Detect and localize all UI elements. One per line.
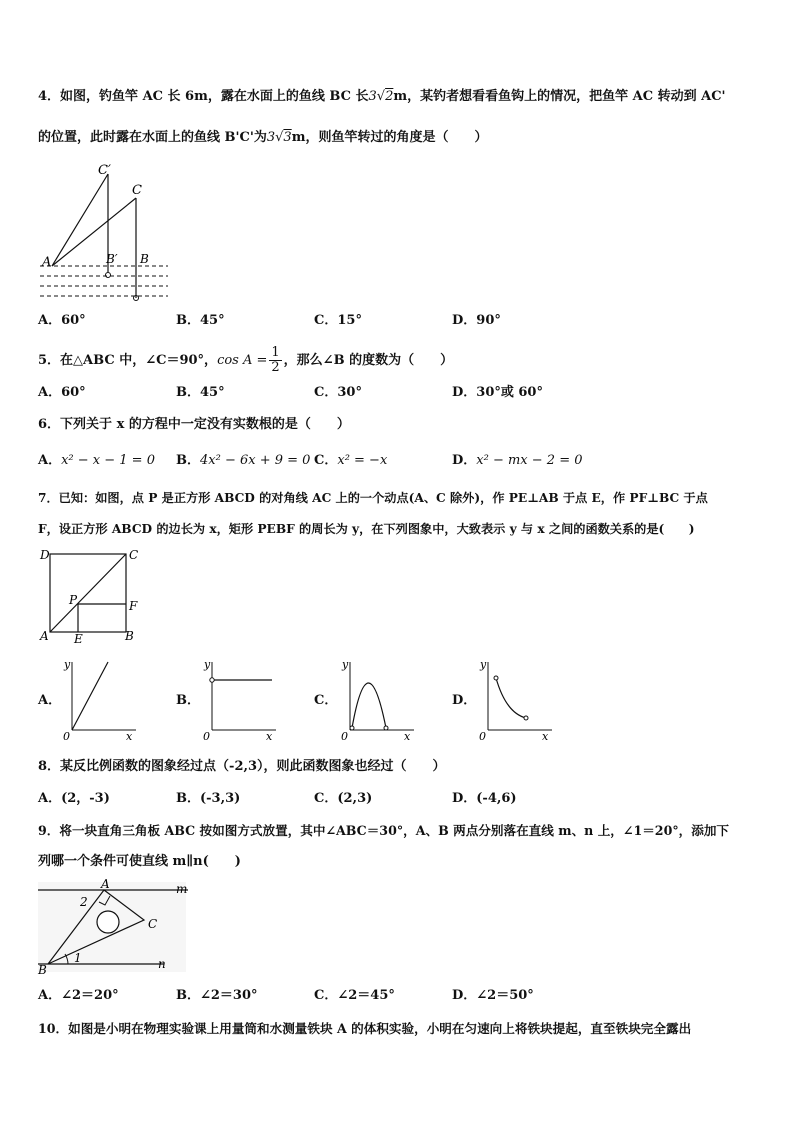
q5-cos: cos A = — [217, 353, 268, 368]
svg-text:y: y — [204, 658, 211, 671]
svg-text:x: x — [542, 730, 549, 743]
q7-label-p: P — [69, 593, 78, 607]
q7-graph-b — [200, 658, 280, 743]
q4-fishing-rod-figure — [38, 160, 178, 310]
svg-text:0: 0 — [479, 730, 486, 743]
q6-line: 6．下列关于 x 的方程中一定没有实数根的是（ ） — [38, 417, 350, 432]
q5-text-b: ，那么∠B 的度数为（ ） — [283, 353, 454, 368]
q8-option-d[interactable]: D．(-4,6) — [452, 791, 517, 806]
q4-text-b: m，某钓者想看看鱼钩上的情况，把鱼竿 AC 转动到 AC' — [393, 89, 726, 104]
q9-label-1: 1 — [74, 951, 82, 965]
svg-text:x: x — [404, 730, 411, 743]
q4-option-a[interactable]: A．60° — [38, 313, 86, 328]
q4-label-b: B — [140, 252, 149, 266]
q7-option-d[interactable]: D． — [452, 693, 477, 708]
q4-radical-1: 3√2 — [368, 89, 394, 104]
q6-option-c[interactable]: C．x² = −x — [314, 453, 388, 468]
svg-text:0: 0 — [341, 730, 348, 743]
svg-text:0: 0 — [203, 730, 210, 743]
q8-option-b[interactable]: B．(-3,3) — [176, 791, 241, 806]
q9-label-b: B — [38, 963, 47, 977]
svg-text:y: y — [342, 658, 349, 671]
q9-label-m: m — [176, 882, 188, 896]
q4-line2 — [38, 129, 487, 147]
q4-option-b[interactable]: B．45° — [176, 313, 225, 328]
q4-label-c: C — [132, 183, 142, 198]
q4-text-a: 4．如图，钓鱼竿 AC 长 6m，露在水面上的鱼线 BC 长 — [38, 89, 369, 104]
q6-option-a[interactable]: A．x² − x − 1 = 0 — [38, 453, 155, 468]
q7-option-a[interactable]: A． — [38, 693, 62, 708]
svg-text:x: x — [266, 730, 273, 743]
q9-option-b[interactable]: B．∠2＝30° — [176, 988, 258, 1003]
q9-label-a: A — [101, 877, 110, 891]
q4-label-c-prime: C′ — [98, 163, 111, 178]
q6-option-d[interactable]: D．x² − mx − 2 = 0 — [452, 453, 583, 468]
q9-option-a[interactable]: A．∠2＝20° — [38, 988, 119, 1003]
q7-option-c[interactable]: C． — [314, 693, 338, 708]
svg-text:x: x — [126, 730, 133, 743]
q7-line1: 7．已知：如图，点 P 是正方形 ABCD 的对角线 AC 上的一个动点(A、C 除外)，作 PE⊥AB 于点 E，作 PF⊥BC 于点 — [38, 491, 708, 505]
q4-label-b-prime: B′ — [106, 252, 118, 266]
svg-text:0: 0 — [63, 730, 70, 743]
q4-label-a: A — [42, 255, 52, 270]
q7-label-c: C — [129, 548, 139, 562]
q7-option-b[interactable]: B． — [176, 693, 200, 708]
q4-radical-2: 3√3 — [266, 130, 292, 145]
q6-option-b[interactable]: B．4x² − 6x + 9 = 0 — [176, 453, 311, 468]
q5-option-d[interactable]: D．30°或 60° — [452, 385, 543, 400]
q5-option-a[interactable]: A．60° — [38, 385, 86, 400]
q9-label-c: C — [148, 917, 158, 931]
q7-label-e: E — [74, 632, 83, 646]
q5-fraction: $\frac{1}{2}$ — [271, 345, 280, 375]
q5-text-a: 5．在△ABC 中，∠C＝90°， — [38, 353, 218, 368]
q9-triangle-figure — [38, 876, 198, 976]
q9-label-n: n — [158, 957, 166, 971]
q9-line1: 9．将一块直角三角板 ABC 按如图方式放置，其中∠ABC＝30°，A、B 两点分别落在直线 m、n 上，∠1＝20°，添加下 — [38, 823, 730, 838]
q7-square-figure — [38, 546, 148, 646]
svg-text:y: y — [480, 658, 487, 671]
q8-line: 8．某反比例函数的图象经过点（-2,3），则此函数图象也经过（ ） — [38, 759, 446, 774]
q7-label-d: D — [40, 548, 50, 562]
q9-option-d[interactable]: D．∠2＝50° — [452, 988, 534, 1003]
q5-option-b[interactable]: B．45° — [176, 385, 225, 400]
q7-line2: F，设正方形 ABCD 的边长为 x，矩形 PEBF 的周长为 y，在下列图象中，大致表示 y 与 x 之间的函数关系的是( ) — [38, 522, 695, 536]
q8-option-a[interactable]: A．(2，-3) — [38, 791, 110, 806]
q5-line — [38, 346, 453, 375]
q7-label-b: B — [125, 629, 134, 643]
q4-text-c: 的位置，此时露在水面上的鱼线 B'C'为 — [38, 130, 267, 145]
q9-label-2: 2 — [80, 895, 88, 909]
q7-label-a: A — [40, 629, 49, 643]
q7-graph-d — [476, 658, 556, 743]
svg-text:y: y — [64, 658, 71, 671]
q9-option-c[interactable]: C．∠2＝45° — [314, 988, 395, 1003]
q7-graph-c — [338, 658, 418, 743]
q8-option-c[interactable]: C．(2,3) — [314, 791, 373, 806]
q9-line2: 列哪一个条件可使直线 m∥n( ) — [38, 854, 241, 869]
q5-option-c[interactable]: C．30° — [314, 385, 362, 400]
q7-label-f: F — [129, 599, 138, 613]
q4-option-c[interactable]: C．15° — [314, 313, 362, 328]
q10-line1: 10．如图是小明在物理实验课上用量筒和水测量铁块 A 的体积实验，小明在匀速向上将铁块提起，直至铁块完全露出 — [38, 1021, 692, 1036]
q4-text-d: m，则鱼竿转过的角度是（ ） — [291, 130, 488, 145]
q4-line1 — [38, 88, 726, 106]
q7-graph-a — [60, 658, 140, 743]
q4-option-d[interactable]: D．90° — [452, 313, 501, 328]
